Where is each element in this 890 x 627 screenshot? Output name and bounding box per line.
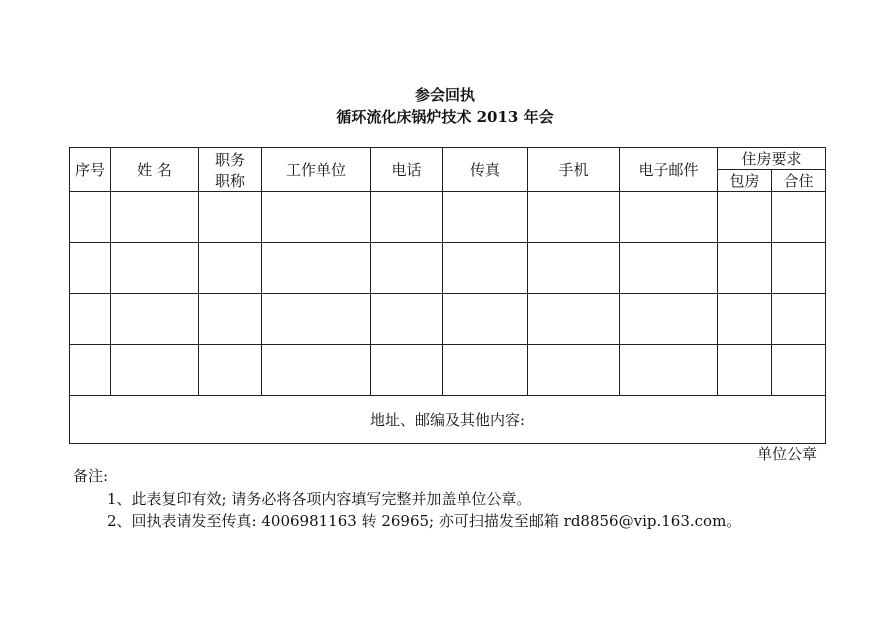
header-phone: 电话 <box>371 148 443 192</box>
cell-no[interactable] <box>70 192 111 243</box>
cell-unit[interactable] <box>262 345 371 396</box>
cell-fax[interactable] <box>443 243 528 294</box>
cell-lodging-single[interactable] <box>718 192 772 243</box>
cell-position[interactable] <box>199 294 262 345</box>
cell-email[interactable] <box>620 294 718 345</box>
note-item-1: 1、此表复印有效; 请务必将各项内容填写完整并加盖单位公章。 <box>107 490 532 508</box>
table-row <box>70 192 826 243</box>
note-item-2: 2、回执表请发至传真: 4006981163 转 26965; 亦可扫描发至邮箱 rd8856@vip.163.com。 <box>107 512 742 530</box>
cell-position[interactable] <box>199 192 262 243</box>
cell-unit[interactable] <box>262 192 371 243</box>
header-position-line1: 职务 <box>214 150 245 169</box>
header-lodging: 住房要求 <box>718 148 826 170</box>
cell-position[interactable] <box>199 345 262 396</box>
cell-email[interactable] <box>620 192 718 243</box>
table-row <box>70 243 826 294</box>
header-no: 序号 <box>70 148 111 192</box>
header-unit: 工作单位 <box>262 148 371 192</box>
cell-lodging-shared[interactable] <box>772 294 826 345</box>
form-title: 参会回执 <box>414 86 475 104</box>
cell-phone[interactable] <box>371 192 443 243</box>
cell-no[interactable] <box>70 294 111 345</box>
cell-email[interactable] <box>620 345 718 396</box>
table-row <box>70 345 826 396</box>
cell-name[interactable] <box>111 243 199 294</box>
cell-name[interactable] <box>111 294 199 345</box>
header-mobile: 手机 <box>528 148 620 192</box>
cell-email[interactable] <box>620 243 718 294</box>
registration-table <box>69 147 826 444</box>
cell-lodging-single[interactable] <box>718 345 772 396</box>
header-name: 姓 名 <box>111 148 199 192</box>
cell-lodging-single[interactable] <box>718 294 772 345</box>
cell-mobile[interactable] <box>528 294 620 345</box>
header-lodging-shared: 合住 <box>772 170 826 192</box>
form-subtitle: 循环流化床锅炉技术 2013 年会 <box>336 108 554 126</box>
header-position-line2: 职称 <box>214 171 245 190</box>
cell-no[interactable] <box>70 345 111 396</box>
header-position <box>199 148 262 192</box>
cell-lodging-shared[interactable] <box>772 345 826 396</box>
cell-fax[interactable] <box>443 294 528 345</box>
cell-unit[interactable] <box>262 243 371 294</box>
cell-phone[interactable] <box>371 243 443 294</box>
cell-mobile[interactable] <box>528 243 620 294</box>
address-row <box>70 396 826 444</box>
cell-lodging-single[interactable] <box>718 243 772 294</box>
cell-phone[interactable] <box>371 345 443 396</box>
notes-title: 备注: <box>73 467 109 485</box>
header-email: 电子邮件 <box>620 148 718 192</box>
cell-mobile[interactable] <box>528 345 620 396</box>
cell-name[interactable] <box>111 192 199 243</box>
cell-lodging-shared[interactable] <box>772 243 826 294</box>
cell-fax[interactable] <box>443 192 528 243</box>
cell-unit[interactable] <box>262 294 371 345</box>
cell-name[interactable] <box>111 345 199 396</box>
seal-label: 单位公章 <box>757 445 818 463</box>
table-header-row <box>70 148 826 170</box>
address-cell[interactable]: 地址、邮编及其他内容: <box>70 396 826 444</box>
cell-position[interactable] <box>199 243 262 294</box>
cell-mobile[interactable] <box>528 192 620 243</box>
header-lodging-single: 包房 <box>718 170 772 192</box>
header-fax: 传真 <box>443 148 528 192</box>
cell-lodging-shared[interactable] <box>772 192 826 243</box>
cell-fax[interactable] <box>443 345 528 396</box>
table-row <box>70 294 826 345</box>
cell-no[interactable] <box>70 243 111 294</box>
cell-phone[interactable] <box>371 294 443 345</box>
